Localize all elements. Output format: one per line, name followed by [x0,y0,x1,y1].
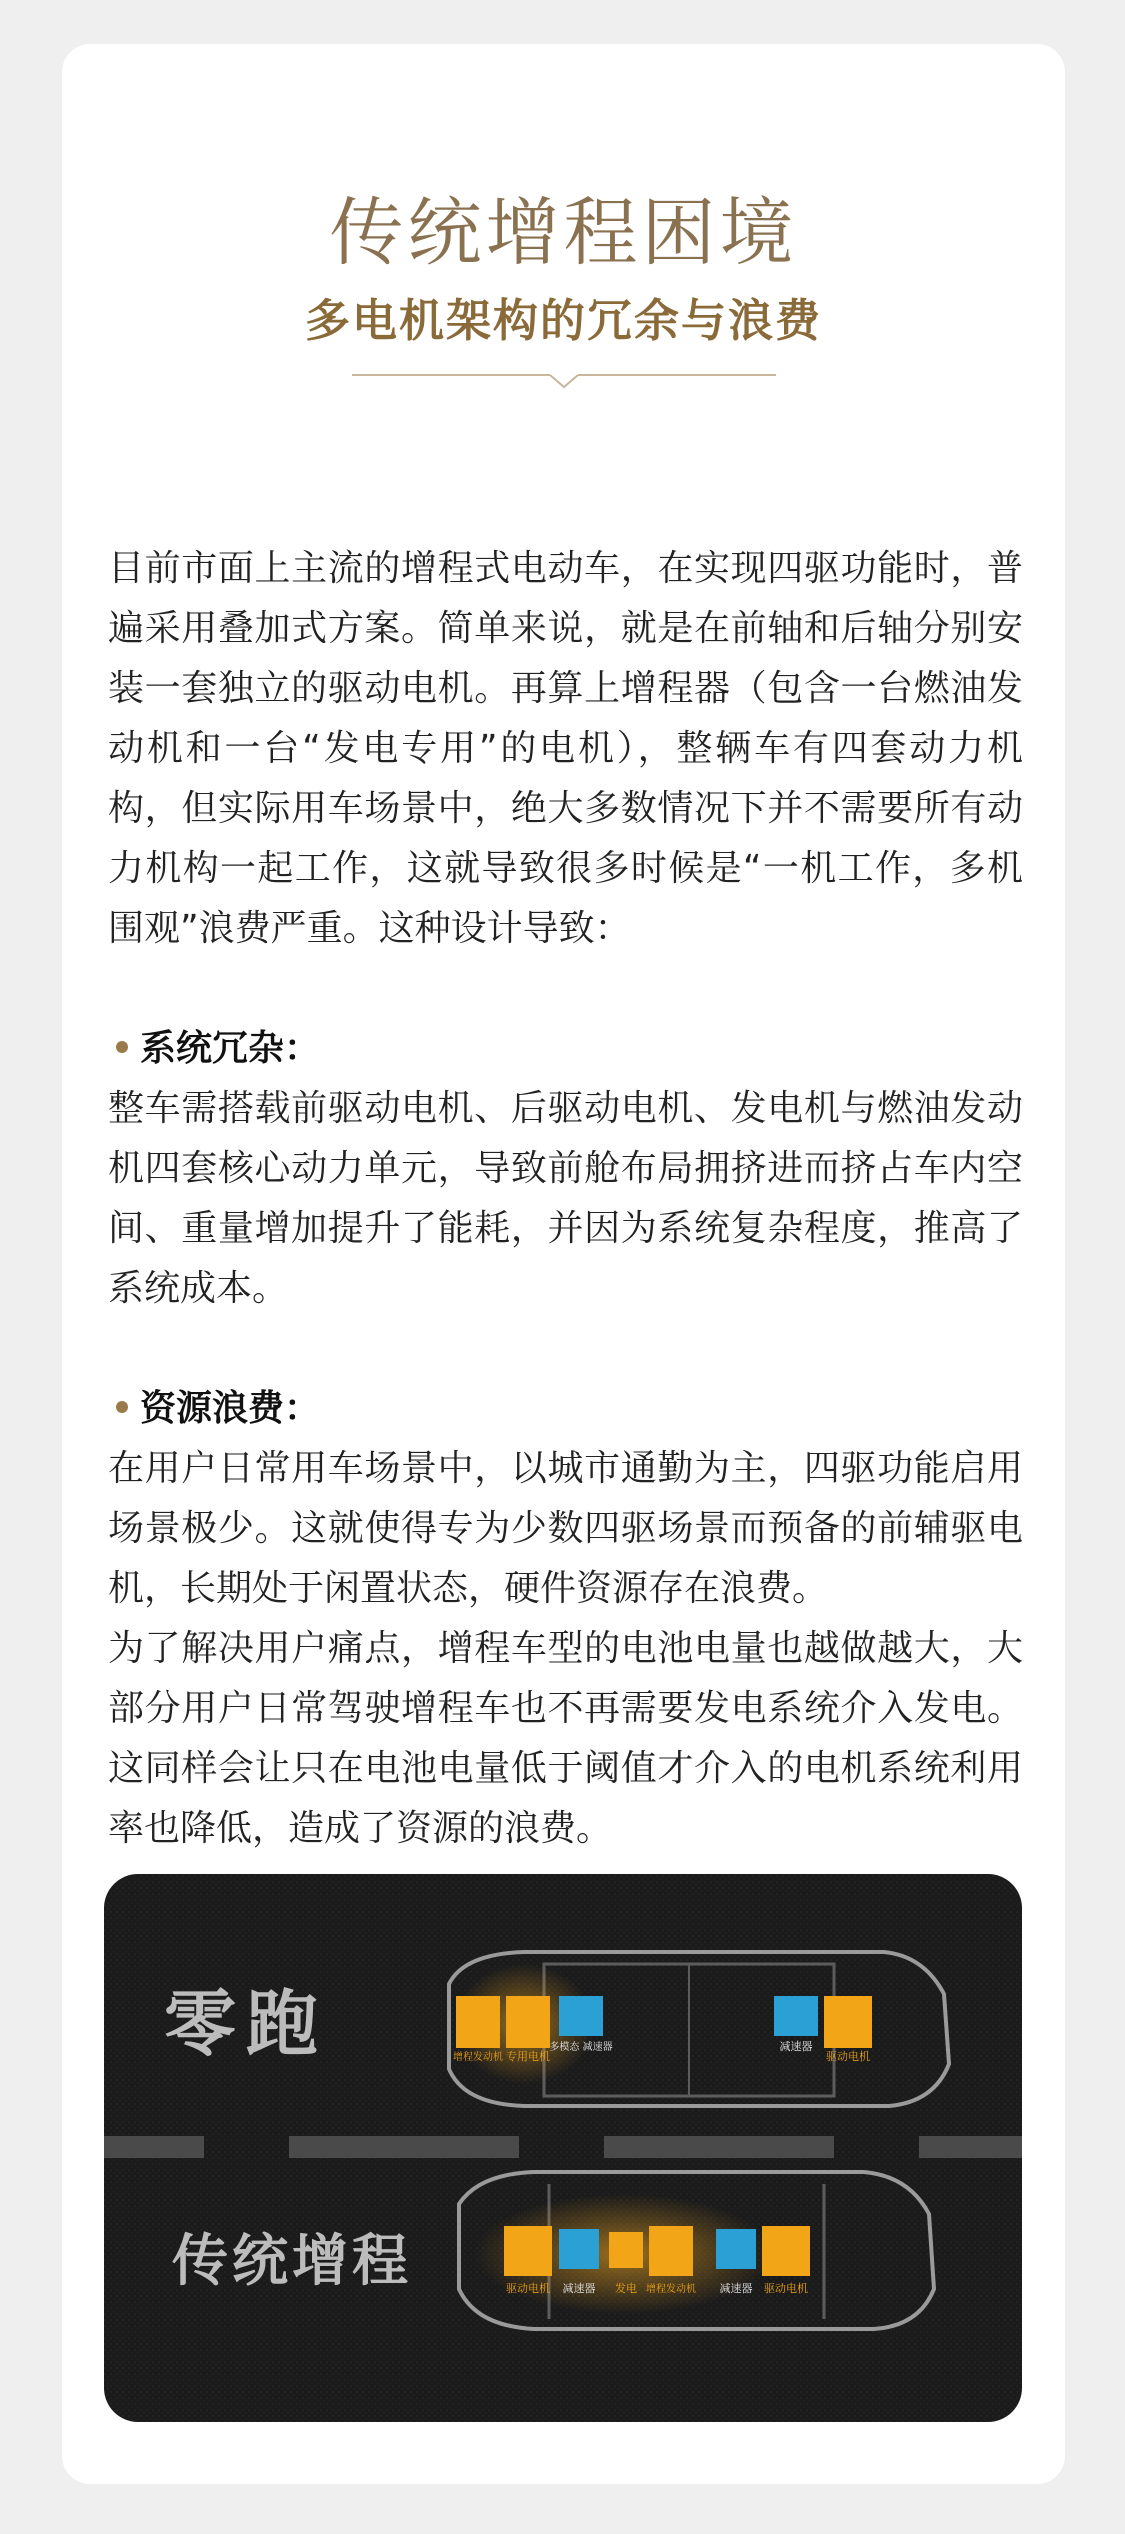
bullet-dot-icon [116,1041,128,1053]
top-figure-label: 零跑 [164,1982,329,2066]
svg-text:驱动电机: 驱动电机 [506,2282,550,2295]
svg-text:增程发动机: 增程发动机 [646,2284,696,2295]
top-component-reducer [774,1996,818,2053]
bullet-dot-icon [116,1401,128,1413]
svg-text:减速器: 减速器 [562,2282,596,2295]
bottom-component-rear-reducer [716,2229,756,2295]
page-title: 传统增程困境 [329,190,798,276]
svg-text:专用电机: 专用电机 [506,2050,550,2063]
section-paragraph: 为了解决用户痛点，增程车型的电池电量也越做越大，大部分用户日常驾驶增程车也不再需要发电系统介入发电。这同样会让只在电池电量低于阈值才介入的电机系统利用率也降低，造成了资源的浪费。 [108,1628,1023,1849]
svg-text:减速器: 减速器 [719,2282,753,2295]
bottom-component-rear-motor [762,2226,810,2295]
svg-text:发电: 发电 [615,2282,637,2295]
top-component-generator [506,1996,550,2063]
top-component-engine [453,1996,503,2063]
bottom-component-front-reducer [559,2229,599,2295]
article-card [62,44,1065,2484]
article-body [108,539,1023,1859]
svg-text:减速器: 减速器 [779,2040,813,2053]
bottom-component-front-motor [504,2226,552,2295]
svg-text:驱动电机: 驱动电机 [826,2050,870,2063]
svg-text:驱动电机: 驱动电机 [764,2282,808,2295]
section-paragraph: 整车需搭载前驱动电机、后驱动电机、发电机与燃油发动机四套核心动力单元，导致前舱布局拥挤进而挤占车内空间、重量增加提升了能耗，并因为系统复杂程度，推高了系统成本。 [108,1088,1023,1309]
intro-paragraph: 目前市面上主流的增程式电动车，在实现四驱功能时，普遍采用叠加式方案。简单来说，就是在前轴和后轴分别安装一套独立的驱动电机。再算上增程器（包含一台燃油发动机和一台“发电专用”的电机），整辆车有四套动力机构，但实际用车场景中，绝大多数情况下并不需要所有动力机构一起工作，这就导致很多时候是“一机工作，多机围观”浪费严重。这种设计导致： [108,548,1023,949]
section-heading: 资源浪费： [108,1379,1023,1439]
svg-text:增程发动机: 增程发动机 [453,2052,503,2063]
svg-text:多模态 减速器: 多模态 减速器 [549,2042,613,2053]
bottom-component-engine [646,2226,696,2295]
top-component-drive-motor [824,1996,872,2063]
section-paragraph: 在用户日常用车场景中，以城市通勤为主，四驱功能启用场景极少。这就使得专为少数四驱场景而预备的前辅驱电机，长期处于闲置状态，硬件资源存在浪费。 [108,1448,1023,1609]
drivetrain-comparison-figure [104,1874,1022,2422]
section-heading: 系统冗杂： [108,1019,1023,1079]
page-subtitle: 多电机架构的冗余与浪费 [304,294,822,347]
bottom-figure-label: 传统增程 [172,2229,412,2294]
divider-ornament [352,370,776,394]
